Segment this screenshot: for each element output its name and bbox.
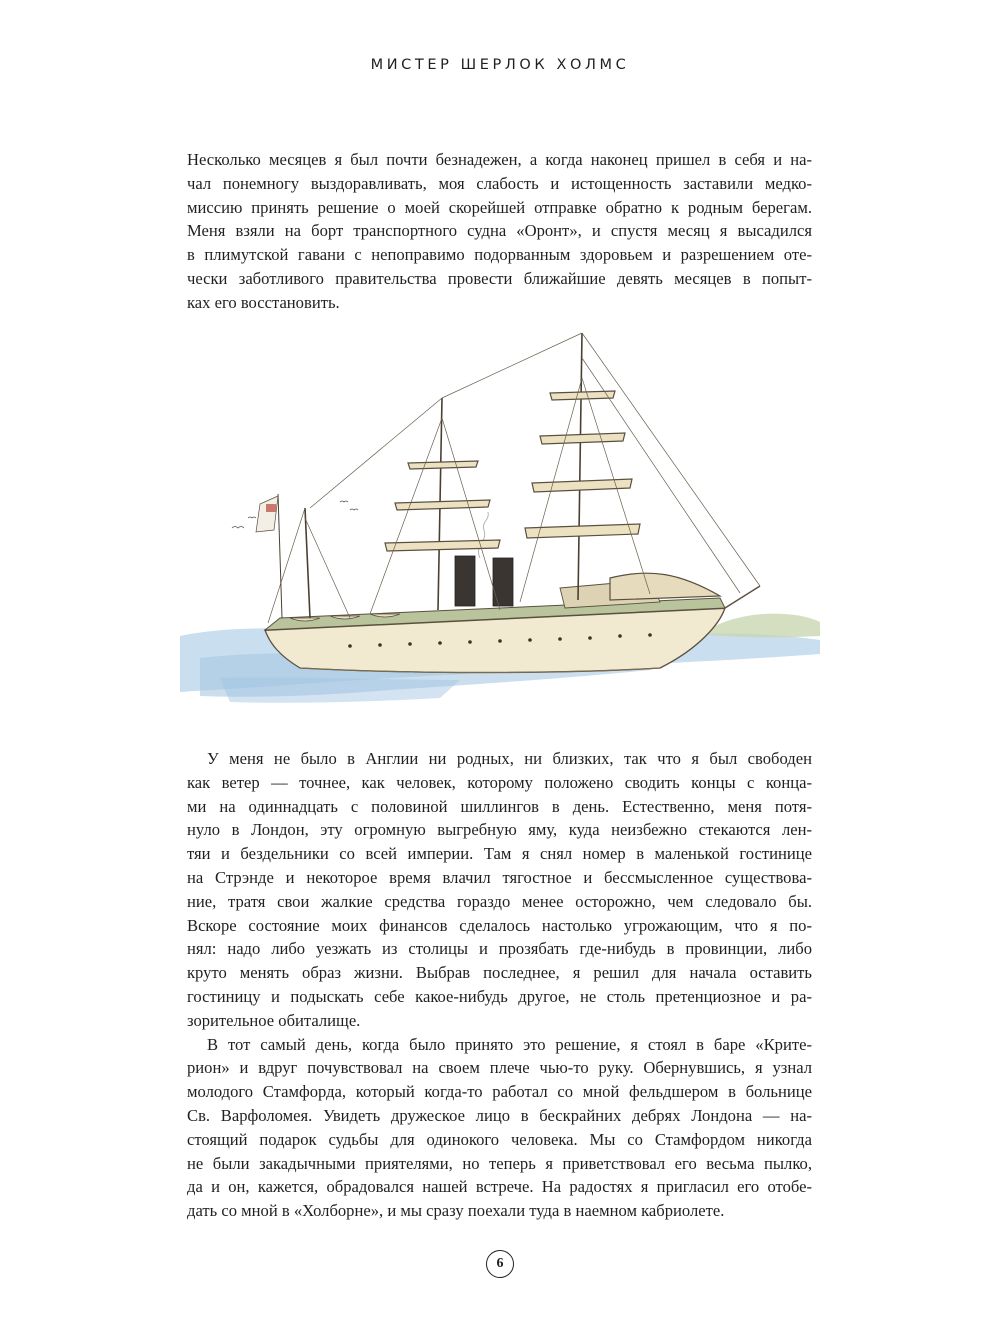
text-line: ми на одиннадцать с половиной шиллингов в день. Естественно, меня потя-	[187, 796, 812, 816]
running-head-title: МИСТЕР ШЕРЛОК ХОЛМС	[370, 57, 630, 73]
text-line: молодого Стамфорда, который когда-то работал со мной фельдшером в больнице	[187, 1082, 812, 1102]
text-line: Св. Варфоломея. Увидеть дружеское лицо в бескрайних дебрях Лондона — на-	[187, 1105, 812, 1125]
text-line: зорительное обиталище.	[187, 1010, 361, 1030]
page-number: 6	[496, 1256, 504, 1271]
text-line: Несколько месяцев я был почти безнадежен, а когда наконец пришел в себя и на-	[187, 150, 812, 169]
text-line: нуло в Лондон, эту огромную выгребную яму, куда неизбежно стекаются лен-	[187, 820, 812, 840]
ship-funnels	[455, 512, 513, 606]
text-line: дать со мной в «Холборне», и мы сразу поехали туда в наемном кабриолете.	[187, 1201, 725, 1221]
ensign-flag	[256, 494, 282, 618]
body-text-bottom	[187, 747, 812, 1223]
paragraph-1	[187, 148, 812, 315]
text-line: В тот самый день, когда было принято это решение, я стоял в баре «Крите-	[207, 1034, 812, 1054]
text-line: на Стрэнде и некоторое время влачил тягостное и бессмысленное существова-	[187, 867, 812, 887]
text-line: не были закадычными приятелями, но теперь я приветствовал его весьма пылко,	[187, 1153, 812, 1173]
body-text-top	[187, 148, 812, 315]
text-line: круто менять образ жизни. Выбрав последнее, я решил для начала оставить	[187, 963, 812, 983]
text-line: чески заботливого правительства провести ближайшие девять месяцев в попыт-	[187, 268, 812, 288]
text-line: чал понемногу выздоравливать, моя слабость и истощенность заставили медко-	[187, 173, 812, 193]
text-line: Меня взяли на борт транспортного судна «Оронт», и спустя месяц я высадился	[187, 221, 812, 241]
sails-furled	[385, 391, 720, 600]
paragraph-2	[187, 747, 812, 1033]
page-number-badge	[486, 1250, 514, 1278]
text-line: как ветер — точнее, как человек, которому положено сводить концы с конца-	[187, 772, 812, 792]
text-line: стоящий подарок судьбы для одинокого человека. Мы со Стамфордом никогда	[187, 1129, 812, 1149]
text-line: гостиницу и подыскать себе какое-нибудь другое, не столь претенциозное и ра-	[187, 986, 812, 1006]
text-line: миссию принять решение о моей скорейшей отправке обратно к родным берегам.	[187, 197, 812, 217]
text-line: нял: надо либо уезжать из столицы и прозябать где-нибудь в провинции, либо	[187, 939, 812, 959]
text-line: рион» и вдруг почувствовал на своем плече чью-то руку. Обернувшись, я узнал	[187, 1058, 812, 1078]
text-line: ках его восстановить.	[187, 292, 340, 312]
text-line: ние, тратя свои жалкие средства гораздо менее осторожно, чем следовало бы.	[187, 891, 812, 911]
ship-illustration	[180, 318, 820, 728]
seagulls	[232, 501, 358, 528]
text-line: тяи и бездельники со всей империи. Там я снял номер в маленькой гостинице	[187, 844, 812, 864]
rigging-lines	[268, 333, 760, 623]
text-line: да и он, кажется, обрадовался нашей встрече. На радостях я пригласил его отобе-	[187, 1177, 812, 1197]
text-line: Вскоре состояние моих финансов сделалось настолько угрожающим, что я по-	[187, 915, 812, 935]
text-line: У меня не было в Англии ни родных, ни близких, так что я был свободен	[207, 749, 812, 768]
paragraph-3	[187, 1033, 812, 1223]
ship-masts	[305, 333, 582, 618]
text-line: в плимутской гавани с непоправимо подорванным здоровьем и разрешением оте-	[187, 245, 812, 265]
